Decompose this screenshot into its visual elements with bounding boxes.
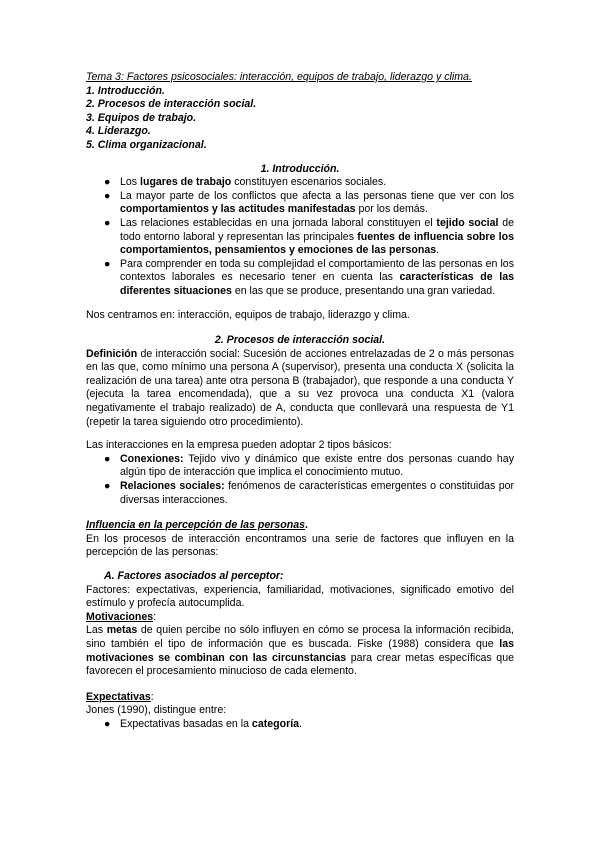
list-item: ● Para comprender en toda su complejidad el comportamiento de las personas en los contextos laborales es necesario tener en cuenta las características de las diferentes situaciones en las que se produce, presentando una gran variedad. <box>104 257 514 297</box>
table-of-contents <box>86 85 514 153</box>
toc-item: 2. Procesos de interacción social. <box>86 98 257 111</box>
motivations-heading: Motivaciones: <box>86 610 157 623</box>
expectations-list <box>86 718 514 732</box>
list-item: ● Conexiones: Tejido vivo y dinámico que existe entre dos personas cuando hay algún tipo de interacción que implica el conocimiento mutuo. <box>104 452 514 479</box>
definition-paragraph: Definición de interacción social: Sucesión de acciones entrelazadas de 2 o más personas en las que, como mínimo una persona A (supervisor), presenta una conducta X (solicita la realización de una tarea) ante otra persona B (trabajador), que responde a una conducta Y (ejecuta la tarea encomendada), que a su vez provoca una conducta X1 (valora negativamente el trabajo realizado) de A, conducta que conllevará una respuesta de Y1 (repetir la tarea siguiendo otro procedimiento). <box>86 347 514 428</box>
document-page <box>86 71 514 732</box>
toc-item: 5. Clima organizacional. <box>86 138 207 151</box>
list-item: ● Las relaciones establecidas en una jornada laboral constituyen el tejido social de todo entorno laboral y representan las principales fuentes de influencia sobre los comportamientos, pensamientos y emociones de las personas. <box>104 216 514 257</box>
bullet-icon: ● <box>104 189 111 202</box>
expectations-heading: Expectativas: <box>86 690 154 703</box>
bullet-icon: ● <box>104 257 111 270</box>
document-header: Tema 3: Factores psicosociales: interacción, equipos de trabajo, liderazgo y clima. <box>86 71 472 83</box>
list-item: ● La mayor parte de los conflictos que afecta a las personas tiene que ver con los comportamientos y las actitudes manifestadas por los demás. <box>104 189 514 216</box>
intro-bullet-list <box>86 176 514 298</box>
motivations-paragraph: Las metas de quien percibe no sólo influyen en cómo se procesa la información recibida, sino también el tipo de información que es buscada. Fiske (1988) considera que las motivaciones se combinan con las circunstancias para crear metas específicas que favorecen el procesamiento minucioso de cada elemento. <box>86 624 514 678</box>
influence-paragraph: En los procesos de interacción encontramos una serie de factores que influyen en la percepción de las personas: <box>86 532 514 559</box>
factor-a-heading: A. Factores asociados al perceptor: <box>104 570 284 582</box>
toc-item: 4. Liderazgo. <box>86 125 151 138</box>
bullet-icon: ● <box>104 216 111 229</box>
toc-item: 3. Equipos de trabajo. <box>86 111 197 124</box>
section-2-title: 2. Procesos de interacción social. <box>214 334 386 347</box>
focus-paragraph: Nos centramos en: interacción, equipos de trabajo, liderazgo y clima. <box>86 308 410 321</box>
bullet-icon: ● <box>104 480 111 493</box>
bullet-icon: ● <box>104 176 111 189</box>
interaction-types-intro: Las interacciones en la empresa pueden adoptar 2 tipos básicos: <box>86 439 392 452</box>
list-item: ● Relaciones sociales: fenómenos de características emergentes o constituidas por diversas interacciones. <box>104 480 514 506</box>
bullet-icon: ● <box>104 452 111 465</box>
expectations-intro: Jones (1990), distingue entre: <box>86 704 227 717</box>
toc-item: 1. Introducción. <box>86 84 165 97</box>
section-1-title: 1. Introducción. <box>260 162 340 175</box>
list-item: ● Los lugares de trabajo constituyen escenarios sociales. <box>104 176 387 189</box>
factor-a-paragraph: Factores: expectativas, experiencia, familiaridad, motivaciones, significado emotivo del estímulo y profecía autocumplida. <box>86 583 514 610</box>
bullet-icon: ● <box>104 717 111 730</box>
list-item: ● Expectativas basadas en la categoría. <box>104 717 302 730</box>
interaction-types-list <box>86 453 514 507</box>
influence-heading: Influencia en la percepción de las personas. <box>86 519 308 532</box>
